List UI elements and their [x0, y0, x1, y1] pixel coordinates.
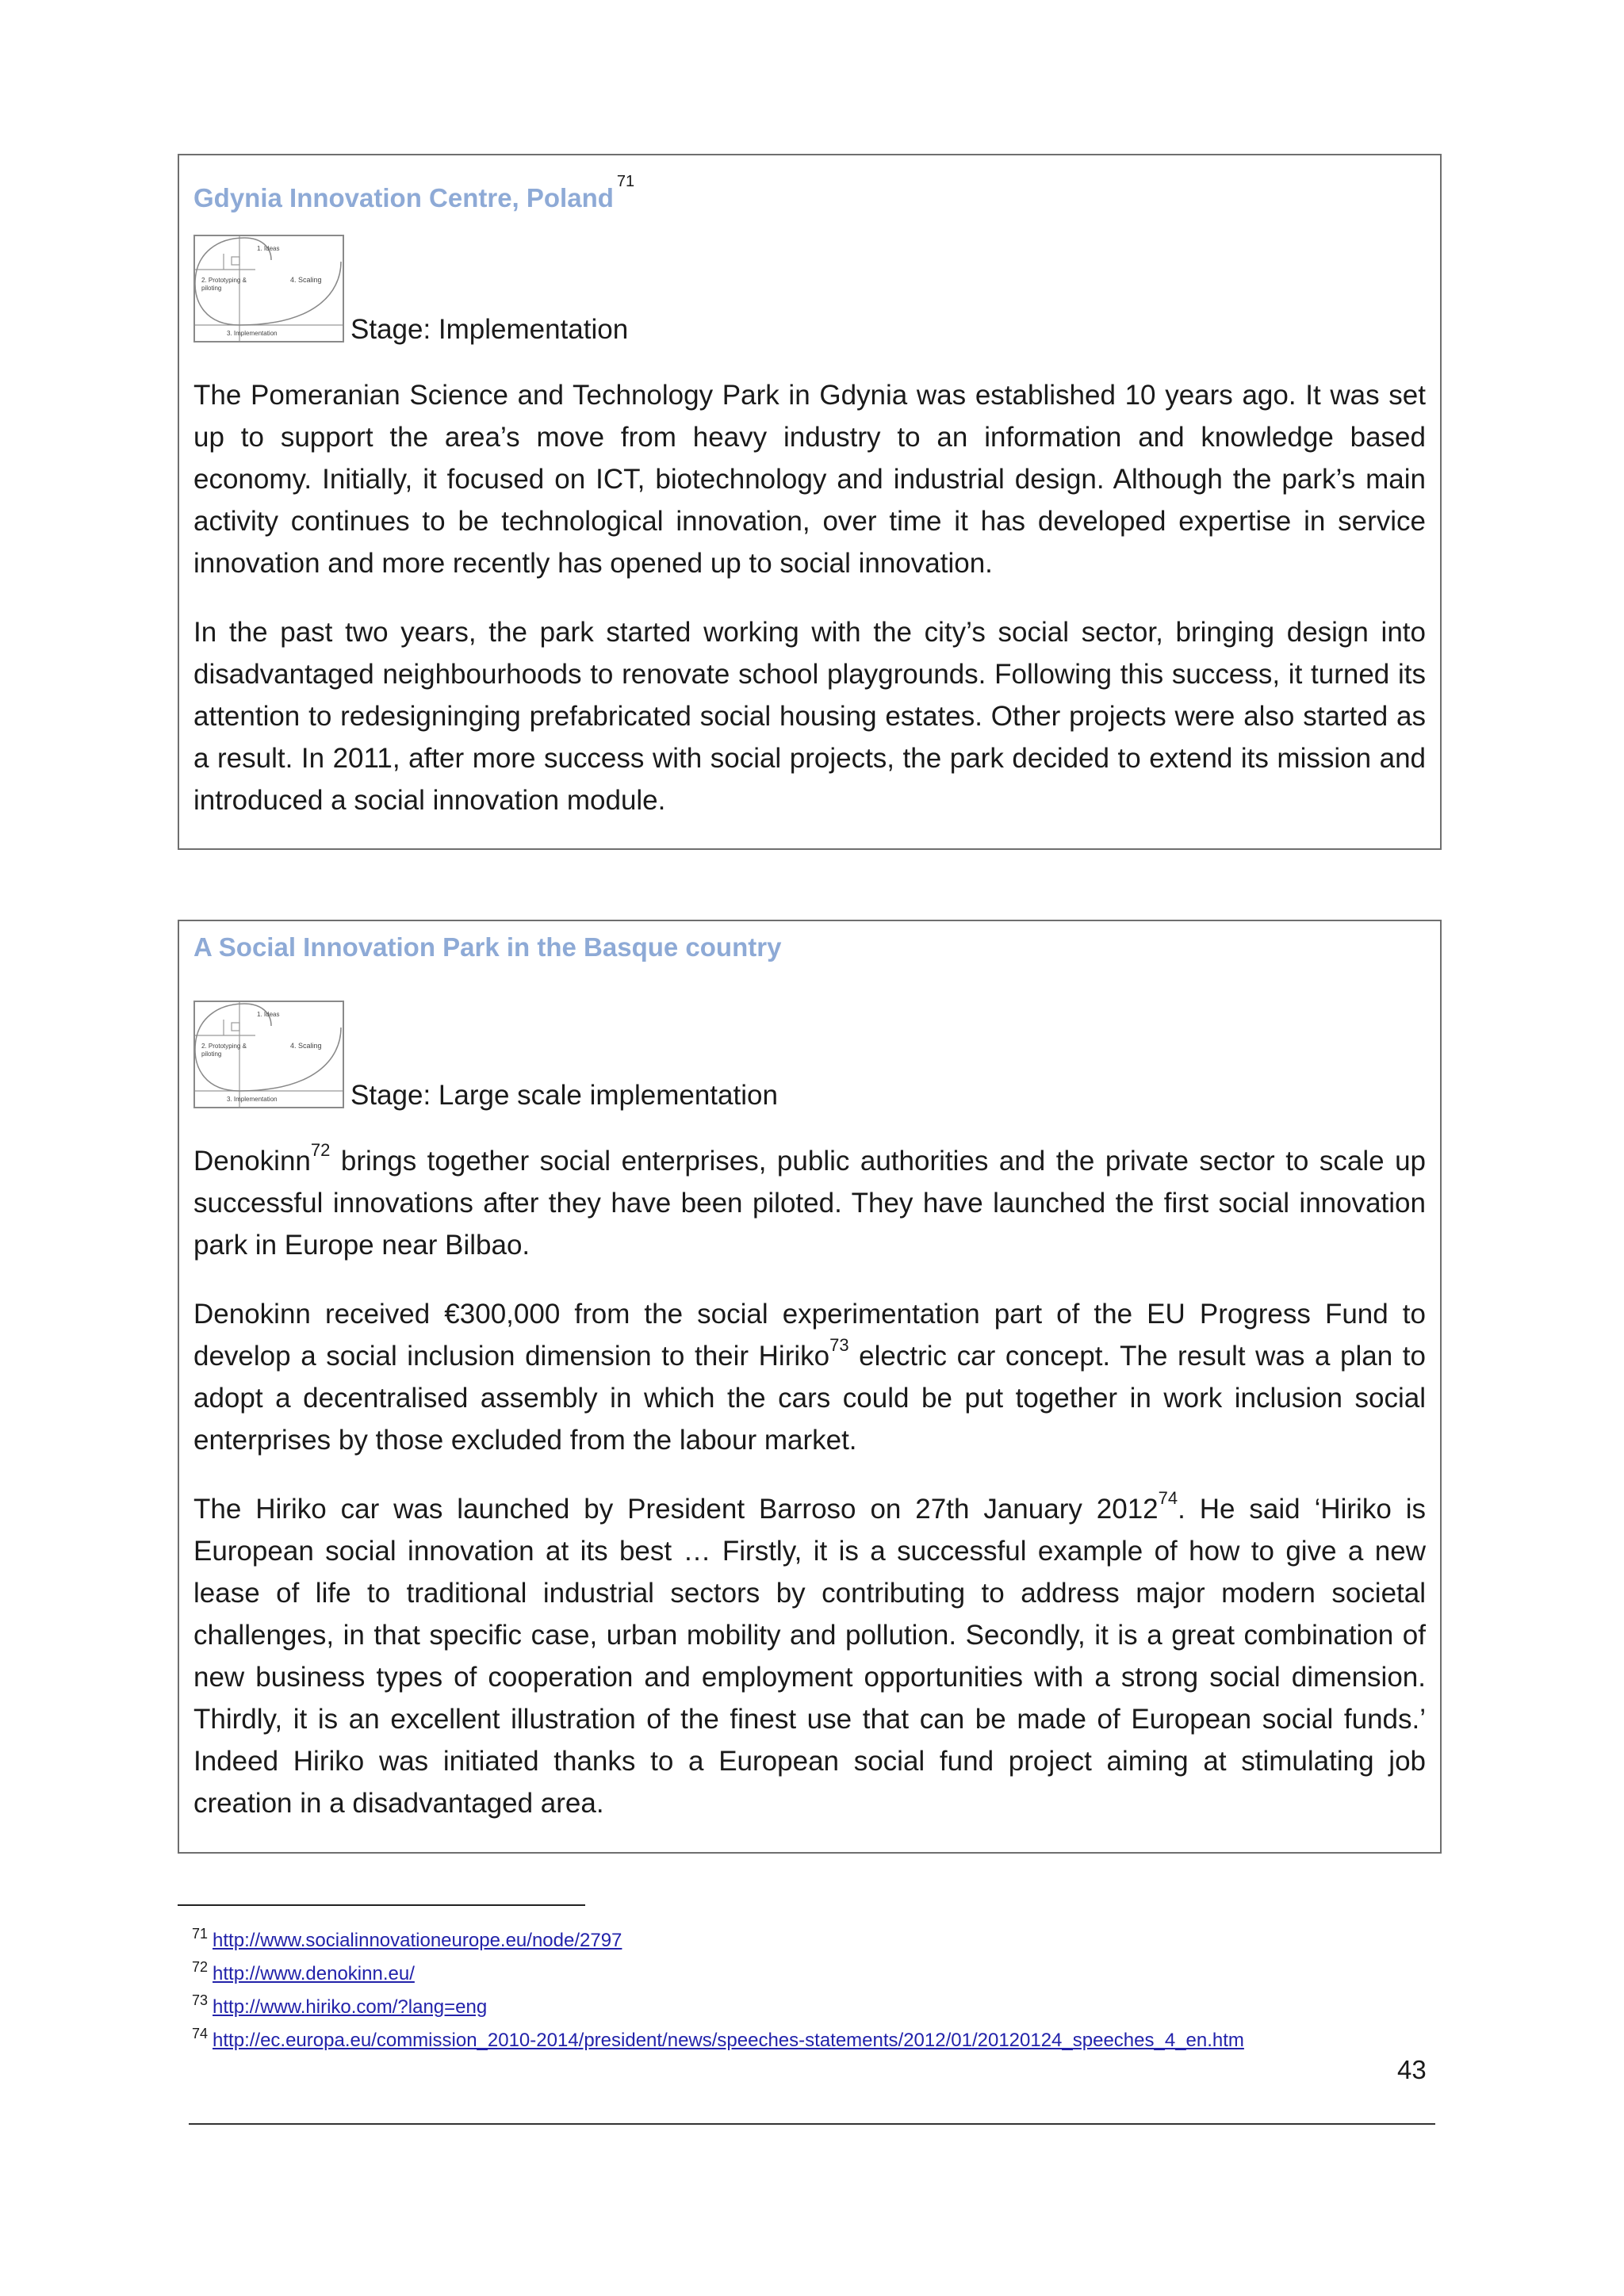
footnote-link[interactable]: http://www.hiriko.com/?lang=eng: [213, 1996, 488, 2018]
paragraph: The Pomeranian Science and Technology Park in Gdynia was established 10 years ago. It was set up to support the area’s move from heavy industry to an information and knowledge based economy. Initially, it focused on ICT, biotechnology and industrial design. Although the park’s main activity continues to be technological innovation, over time it has developed expertise in service innovation and more recently has opened up to social innovation.: [193, 380, 1426, 579]
footnote: $^{74}$ http://ec.europa.eu/commission_2010-2014/president/news/speeches-statements/2012/01/20120124_speeches_4_en.htm: [192, 2026, 1244, 2051]
stage-row: [193, 989, 1426, 1111]
svg-text:4. Scaling: 4. Scaling: [290, 276, 322, 284]
stage-spiral-icon: [193, 235, 344, 342]
stage-label: Stage: Implementation: [350, 314, 629, 345]
footnote-separator: [178, 1904, 585, 1906]
svg-text:4. Scaling: 4. Scaling: [290, 1042, 322, 1050]
stage-spiral-icon: [193, 1001, 344, 1108]
case-study-title: A Social Innovation Park in the Basque country: [193, 932, 782, 962]
footnote-ref[interactable]: 74: [1158, 1488, 1178, 1508]
footnote-ref[interactable]: 71: [616, 173, 635, 190]
footnote-link[interactable]: http://www.denokinn.eu/: [213, 1963, 415, 1984]
footnote-ref[interactable]: 73: [829, 1335, 849, 1355]
svg-text:3. Implementation: 3. Implementation: [227, 330, 278, 337]
footnote-link[interactable]: http://www.socialinnovationeurope.eu/node/2797: [213, 1930, 622, 1951]
footnotes: [192, 1917, 1429, 2050]
case-study-box-basque: [178, 920, 1442, 1854]
title-text: Gdynia Innovation Centre, Poland: [193, 183, 614, 212]
paragraph: Denokinn received €300,000 from the social experimentation part of the EU Progress Fund to develop a social inclusion dimension to their Hiriko$^{73}$ electric car concept. The result was a plan to adopt a decentralised assembly in which the cars could be put together in work inclusion social enterprises by those excluded from the labour market.: [193, 1299, 1426, 1456]
stage-row: [193, 224, 1426, 345]
svg-text:2. Prototyping &: 2. Prototyping &: [201, 277, 247, 284]
case-study-box-gdynia: [178, 154, 1442, 850]
page-number: 43: [1397, 2055, 1427, 2084]
paragraph: Denokinn$^{72}$ brings together social enterprises, public authorities and the private sector to scale up successful innovations after they have been piloted. They have launched the first social innovation park in Europe near Bilbao.: [193, 1140, 1426, 1261]
svg-text:3. Implementation: 3. Implementation: [227, 1096, 278, 1103]
svg-text:piloting: piloting: [201, 1050, 222, 1058]
svg-text:2. Prototyping &: 2. Prototyping &: [201, 1043, 247, 1050]
svg-text:1. Ideas: 1. Ideas: [257, 1011, 280, 1018]
svg-text:piloting: piloting: [201, 285, 222, 292]
case-study-title: [193, 160, 1426, 212]
footnote: $^{73}$ http://www.hiriko.com/?lang=eng: [192, 1992, 488, 2018]
paragraph: The Hiriko car was launched by President Barroso on 27th January 2012$^{74}$. He said ‘Hiriko is European social innovation at its best … Firstly, it is a successful example of how to give a new lease of life to traditional industrial sectors by contributing to address major modern societal challenges, in that specific case, urban mobility and pollution. Secondly, it is a great combination of new business types of cooperation and employment opportunities with a strong social dimension. Thirdly, it is an excellent illustration of the finest use that can be made of European social funds.’ Indeed Hiriko was initiated thanks to a European social fund project aiming at stimulating job creation in a disadvantaged area.: [193, 1488, 1426, 1819]
stage-label: Stage: Large scale implementation: [350, 1080, 778, 1111]
footnote-link[interactable]: http://ec.europa.eu/commission_2010-2014/president/news/speeches-statements/2012/01/20120124_speeches_4_en.htm: [213, 2030, 1244, 2051]
paragraph: In the past two years, the park started working with the city’s social sector, bringing design into disadvantaged neighbourhoods to renovate school playgrounds. Following this success, it turned its attention to redesigninging prefabricated social housing estates. Other projects were also started as a result. In 2011, after more success with social projects, the park decided to extend its mission and introduced a social innovation module.: [193, 617, 1426, 816]
footer-rule: [189, 2123, 1435, 2125]
footnote-ref[interactable]: 72: [310, 1140, 331, 1160]
footnote: $^{71}$ http://www.socialinnovationeurope.eu/node/2797: [192, 1926, 622, 1951]
svg-text:1. Ideas: 1. Ideas: [257, 245, 280, 252]
footnote: $^{72}$ http://www.denokinn.eu/: [192, 1959, 415, 1984]
